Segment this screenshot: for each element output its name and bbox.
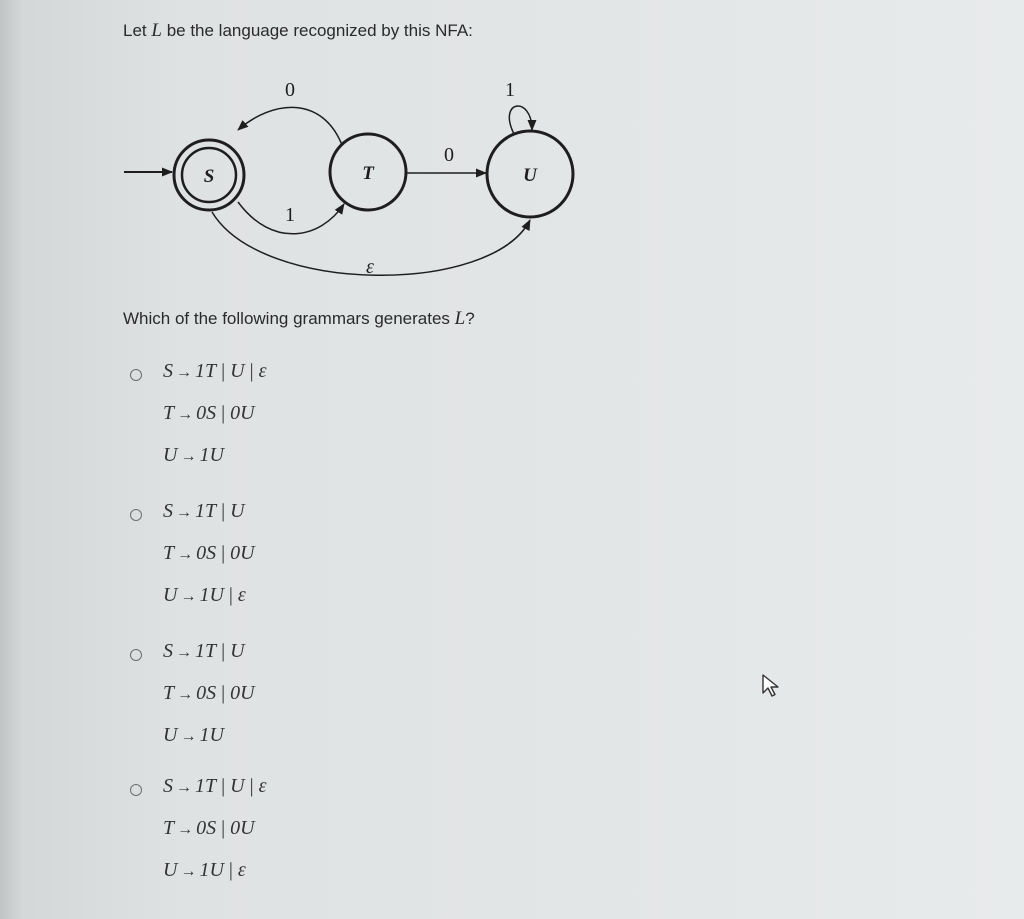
radio-button[interactable]: [130, 649, 142, 661]
production-arrow: →: [177, 406, 194, 423]
rule-alternative: 0S: [196, 402, 217, 424]
rule-lhs: T: [163, 402, 175, 424]
rule-alternative: 1U: [199, 859, 224, 881]
production-rule-t: [163, 542, 255, 565]
production-rule-s: [163, 500, 245, 523]
edge-t-to-s-label: 0: [285, 79, 295, 101]
rule-alternative: 1T: [195, 640, 217, 662]
rule-lhs: U: [163, 444, 178, 466]
rule-lhs: S: [163, 360, 173, 382]
nfa-diagram: [112, 70, 582, 295]
production-arrow: →: [177, 821, 194, 838]
alternative-separator: |: [249, 775, 254, 797]
rule-alternative: 1U: [199, 584, 224, 606]
state-u: [487, 131, 573, 217]
state-s-label: S: [203, 166, 215, 187]
production-arrow: →: [177, 686, 194, 703]
mouse-pointer-icon: [761, 673, 783, 699]
edge-s-to-t-label: 1: [285, 204, 295, 226]
production-rule-t: [163, 402, 255, 425]
radio-button[interactable]: [130, 784, 142, 796]
production-arrow: →: [176, 364, 192, 381]
production-arrow: →: [177, 546, 194, 563]
rule-lhs: S: [163, 500, 173, 522]
prompt-prefix: Let: [123, 21, 147, 40]
alternative-separator: |: [221, 500, 226, 522]
question-mark: ?: [465, 309, 475, 328]
alternative-separator: |: [221, 817, 226, 839]
production-arrow: →: [176, 504, 192, 521]
question-language-symbol: L: [454, 308, 466, 329]
rule-lhs: S: [163, 775, 173, 797]
rule-alternative: 1T: [195, 500, 217, 522]
rule-alternative: U: [230, 360, 245, 382]
question-text: [123, 308, 475, 330]
rule-lhs: T: [163, 542, 175, 564]
production-rule-t: [163, 817, 255, 840]
alternative-separator: |: [249, 360, 254, 382]
alternative-separator: |: [221, 682, 226, 704]
question-prompt: [123, 20, 473, 42]
state-u-label: U: [523, 165, 537, 186]
production-arrow: →: [176, 779, 192, 796]
rule-alternative: 1T: [195, 775, 217, 797]
alternative-separator: |: [221, 402, 226, 424]
production-rule-u: [163, 724, 224, 747]
rule-lhs: U: [163, 724, 178, 746]
rule-alternative: U: [230, 500, 245, 522]
state-t-label: T: [362, 163, 374, 184]
alternative-separator: |: [221, 360, 226, 382]
rule-lhs: S: [163, 640, 173, 662]
rule-alternative: 1T: [195, 360, 217, 382]
production-rule-s: [163, 640, 245, 663]
state-t: [330, 134, 406, 210]
production-rule-t: [163, 682, 255, 705]
screen-edge-shadow: [0, 0, 22, 919]
alternative-separator: |: [221, 640, 226, 662]
production-arrow: →: [180, 863, 197, 880]
rule-alternative: 1U: [199, 724, 224, 746]
alternative-separator: |: [228, 859, 233, 881]
rule-alternative: 0U: [230, 402, 255, 424]
edge-u-self-loop-label: 1: [505, 79, 515, 101]
production-arrow: →: [176, 644, 192, 661]
edge-t-to-s: [238, 107, 342, 145]
rule-alternative: ε: [237, 859, 246, 881]
production-arrow: →: [180, 588, 197, 605]
rule-alternative: ε: [237, 584, 246, 606]
rule-alternative: 0U: [230, 542, 255, 564]
production-arrow: →: [180, 728, 197, 745]
production-rule-s: [163, 775, 267, 798]
prompt-suffix: be the language recognized by this NFA:: [166, 21, 473, 40]
rule-alternative: 0S: [196, 817, 217, 839]
production-rule-u: [163, 859, 246, 882]
radio-button[interactable]: [130, 369, 142, 381]
production-arrow: →: [180, 448, 197, 465]
production-rule-s: [163, 360, 267, 383]
rule-alternative: 0U: [230, 682, 255, 704]
alternative-separator: |: [221, 775, 226, 797]
rule-lhs: T: [163, 817, 175, 839]
rule-lhs: U: [163, 859, 178, 881]
rule-alternative: ε: [258, 775, 267, 797]
rule-lhs: T: [163, 682, 175, 704]
state-s: [174, 140, 244, 210]
edge-t-to-u-label: 0: [444, 144, 454, 166]
radio-button[interactable]: [130, 509, 142, 521]
production-rule-u: [163, 584, 246, 607]
rule-alternative: 0S: [196, 542, 217, 564]
language-symbol: L: [151, 20, 162, 41]
alternative-separator: |: [221, 542, 226, 564]
question-main-text: Which of the following grammars generates: [123, 309, 450, 328]
rule-alternative: U: [230, 640, 245, 662]
alternative-separator: |: [228, 584, 233, 606]
rule-alternative: 1U: [199, 444, 224, 466]
edge-s-to-u-label: ε: [366, 256, 374, 278]
rule-alternative: 0S: [196, 682, 217, 704]
rule-alternative: ε: [258, 360, 267, 382]
rule-lhs: U: [163, 584, 178, 606]
production-rule-u: [163, 444, 224, 467]
rule-alternative: 0U: [230, 817, 255, 839]
rule-alternative: U: [230, 775, 245, 797]
